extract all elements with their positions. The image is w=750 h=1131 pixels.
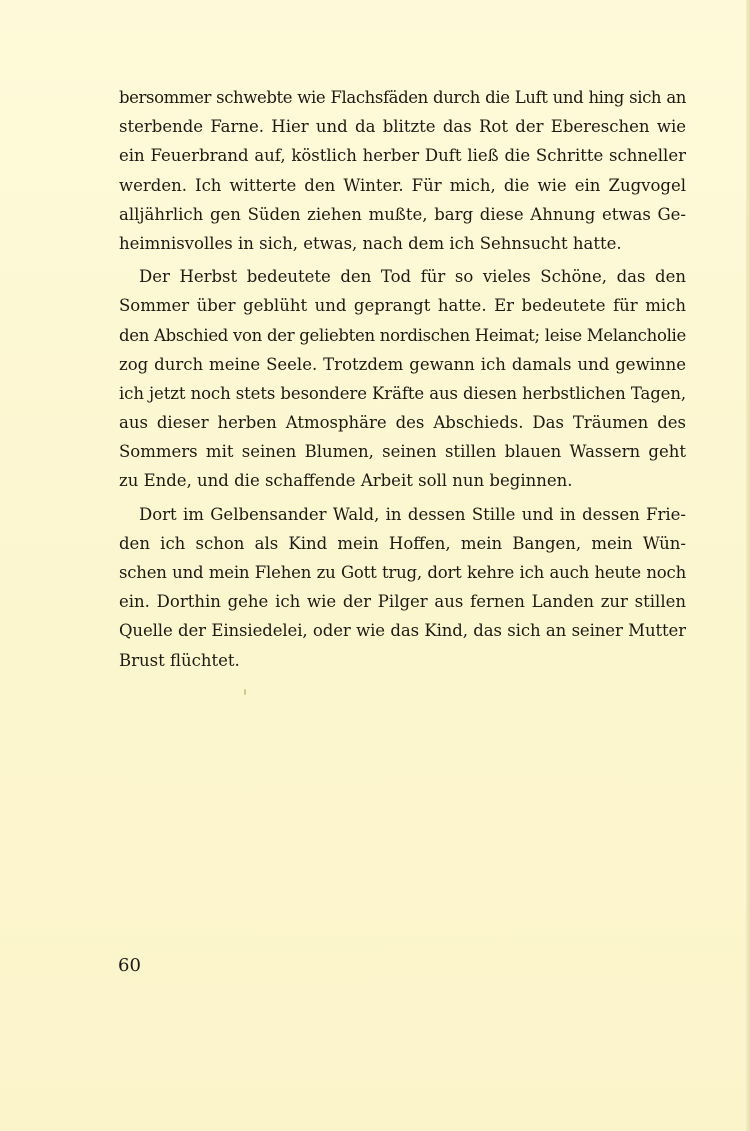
text-line: den ich schon als Kind mein Hoffen, mein Bangen, mein Wün-	[119, 533, 686, 553]
text-line: Brust flüchtet.	[119, 650, 240, 670]
paragraph-2	[119, 262, 686, 496]
text-line: zog durch meine Seele. Trotzdem gewann ich damals und gewinne	[119, 354, 686, 374]
text-line: Dort im Gelbensander Wald, in dessen Stille und in dessen Frie-	[139, 504, 686, 524]
text-line: Der Herbst bedeutete den Tod für so vieles Schöne, das den	[139, 267, 686, 287]
paper-blemish	[244, 689, 246, 695]
paragraph-3	[119, 500, 686, 675]
text-line: Sommer über geblüht und geprangt hatte. Er bedeutete für mich	[119, 296, 686, 316]
page-edge-shadow	[746, 0, 750, 1131]
text-line: ein. Dorthin gehe ich wie der Pilger aus fernen Landen zur stillen	[119, 592, 686, 612]
text-line: aus dieser herben Atmosphäre des Abschieds. Das Träumen des	[119, 413, 686, 433]
text-line: den Abschied von der geliebten nordischen Heimat; leise Melancholie	[119, 325, 686, 345]
body-text	[119, 83, 686, 675]
text-line: alljährlich gen Süden ziehen mußte, barg diese Ahnung etwas Ge-	[119, 204, 686, 224]
text-line: Sommers mit seinen Blumen, seinen stillen blauen Wassern geht	[119, 442, 686, 462]
text-line: schen und mein Flehen zu Gott trug, dort kehre ich auch heute noch	[119, 563, 686, 582]
text-line: heimnisvolles in sich, etwas, nach dem ich Sehnsucht hatte.	[119, 233, 622, 253]
text-line: zu Ende, und die schaffende Arbeit soll nun beginnen.	[119, 471, 573, 491]
page-number: 60	[118, 955, 141, 976]
text-line: sterbende Farne. Hier und da blitzte das Rot der Ebereschen wie	[119, 117, 686, 137]
text-line: ich jetzt noch stets besondere Kräfte aus diesen herbstlichen Tagen,	[119, 383, 686, 403]
text-line: bersommer schwebte wie Flachsfäden durch die Luft und hing sich an	[119, 88, 686, 107]
text-line: werden. Ich witterte den Winter. Für mich, die wie ein Zugvogel	[119, 175, 686, 195]
text-line: ein Feuerbrand auf, köstlich herber Duft ließ die Schritte schneller	[119, 146, 686, 166]
text-line: Quelle der Einsiedelei, oder wie das Kind, das sich an seiner Mutter	[119, 621, 686, 641]
paragraph-1	[119, 83, 686, 258]
